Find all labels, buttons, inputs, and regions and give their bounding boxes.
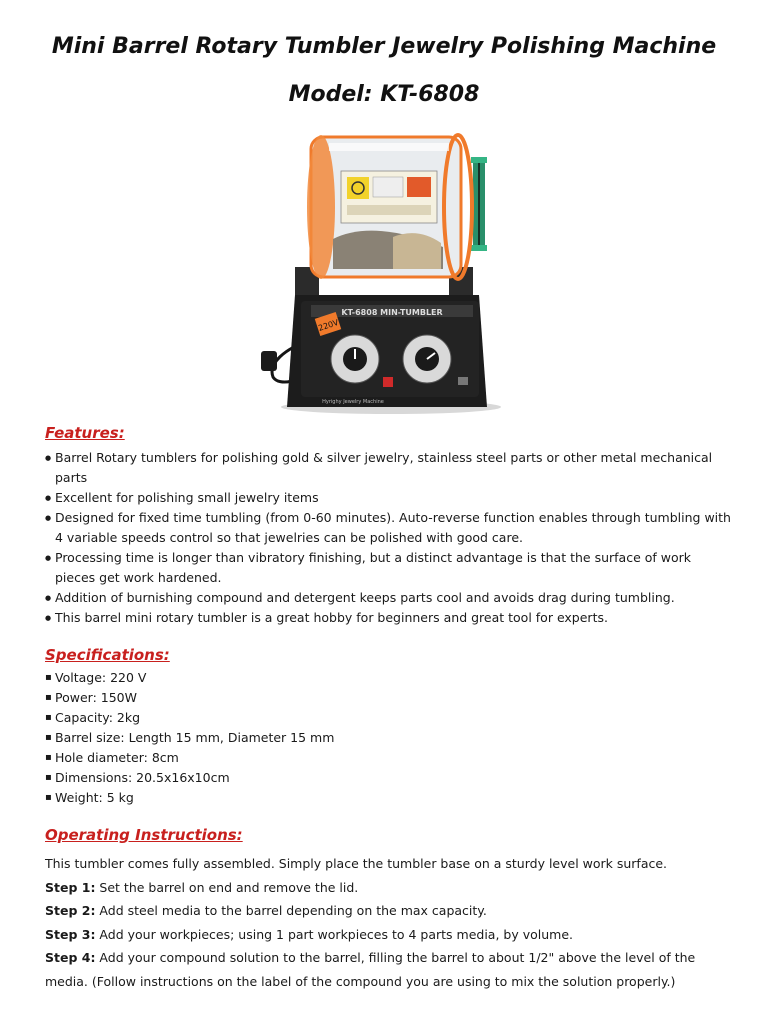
list-item: ● Barrel Rotary tumblers for polishing gold & silver jewelry, stainless steel parts or other metal mechanical parts bbox=[45, 448, 735, 488]
model-title: Model: KT-6808 bbox=[288, 82, 480, 107]
features-list bbox=[45, 448, 735, 628]
brand-text: Hyrighy Jewelry Machine bbox=[322, 399, 384, 405]
step-2 bbox=[45, 899, 735, 923]
list-item: ▪ Hole diameter: 8cm bbox=[45, 748, 735, 768]
operating-intro: This tumbler comes fully assembled. Simply place the tumbler base on a sturdy level work surface. bbox=[45, 856, 668, 871]
page-title: Mini Barrel Rotary Tumbler Jewelry Polishing Machine bbox=[51, 34, 717, 59]
step-label: Step 2: bbox=[45, 903, 96, 918]
operating-heading: Operating Instructions: bbox=[45, 826, 243, 844]
list-item: ● This barrel mini rotary tumbler is a great hobby for beginners and great tool for experts. bbox=[45, 608, 735, 628]
list-item: ▪ Dimensions: 20.5x16x10cm bbox=[45, 768, 735, 788]
specifications-list bbox=[45, 668, 735, 808]
list-item: ● Addition of burnishing compound and detergent keeps parts cool and avoids drag during tumbling. bbox=[45, 588, 735, 608]
step-4 bbox=[45, 946, 735, 993]
list-item: ● Designed for fixed time tumbling (from 0-60 minutes). Auto-reverse function enables through tumbling with 4 variable speeds control so that jewelries can be polished with good care. bbox=[45, 508, 735, 548]
list-item: ● Processing time is longer than vibratory finishing, but a distinct advantage is that the surface of work pieces get work hardened. bbox=[45, 548, 735, 588]
features-heading: Features: bbox=[45, 424, 125, 442]
step-label: Step 3: bbox=[45, 926, 96, 942]
voltage-tag: 220V bbox=[317, 317, 340, 333]
list-item: ● Excellent for polishing small jewelry items bbox=[45, 488, 735, 508]
step-1 bbox=[45, 876, 735, 900]
operating-instructions bbox=[45, 852, 735, 993]
step-text: Set the barrel on end and remove the lid. bbox=[95, 879, 359, 895]
list-item: ▪ Capacity: 2kg bbox=[45, 708, 735, 728]
panel-label: KT-6808 MIN-TUMBLER bbox=[341, 308, 443, 317]
list-item: ▪ Power: 150W bbox=[45, 688, 735, 708]
step-3 bbox=[45, 923, 735, 947]
step-label: Step 1: bbox=[45, 879, 96, 895]
list-item: ▪ Weight: 5 kg bbox=[45, 788, 735, 808]
step-label: Step 4: bbox=[45, 950, 96, 965]
step-text: Add steel media to the barrel depending on the max capacity. bbox=[95, 903, 487, 918]
step-text: Add your compound solution to the barrel, filling the barrel to about 1/2" above the level of the media. (Follow instructions on the label of the compound you are using to mix the solution properly.) bbox=[45, 950, 696, 989]
list-item: ▪ Barrel size: Length 15 mm, Diameter 15 mm bbox=[45, 728, 735, 748]
step-text: Add your workpieces; using 1 part workpieces to 4 parts media, by volume. bbox=[95, 926, 573, 942]
product-photo bbox=[243, 119, 533, 416]
list-item: ▪ Voltage: 220 V bbox=[45, 668, 735, 688]
specifications-heading: Specifications: bbox=[45, 646, 170, 664]
